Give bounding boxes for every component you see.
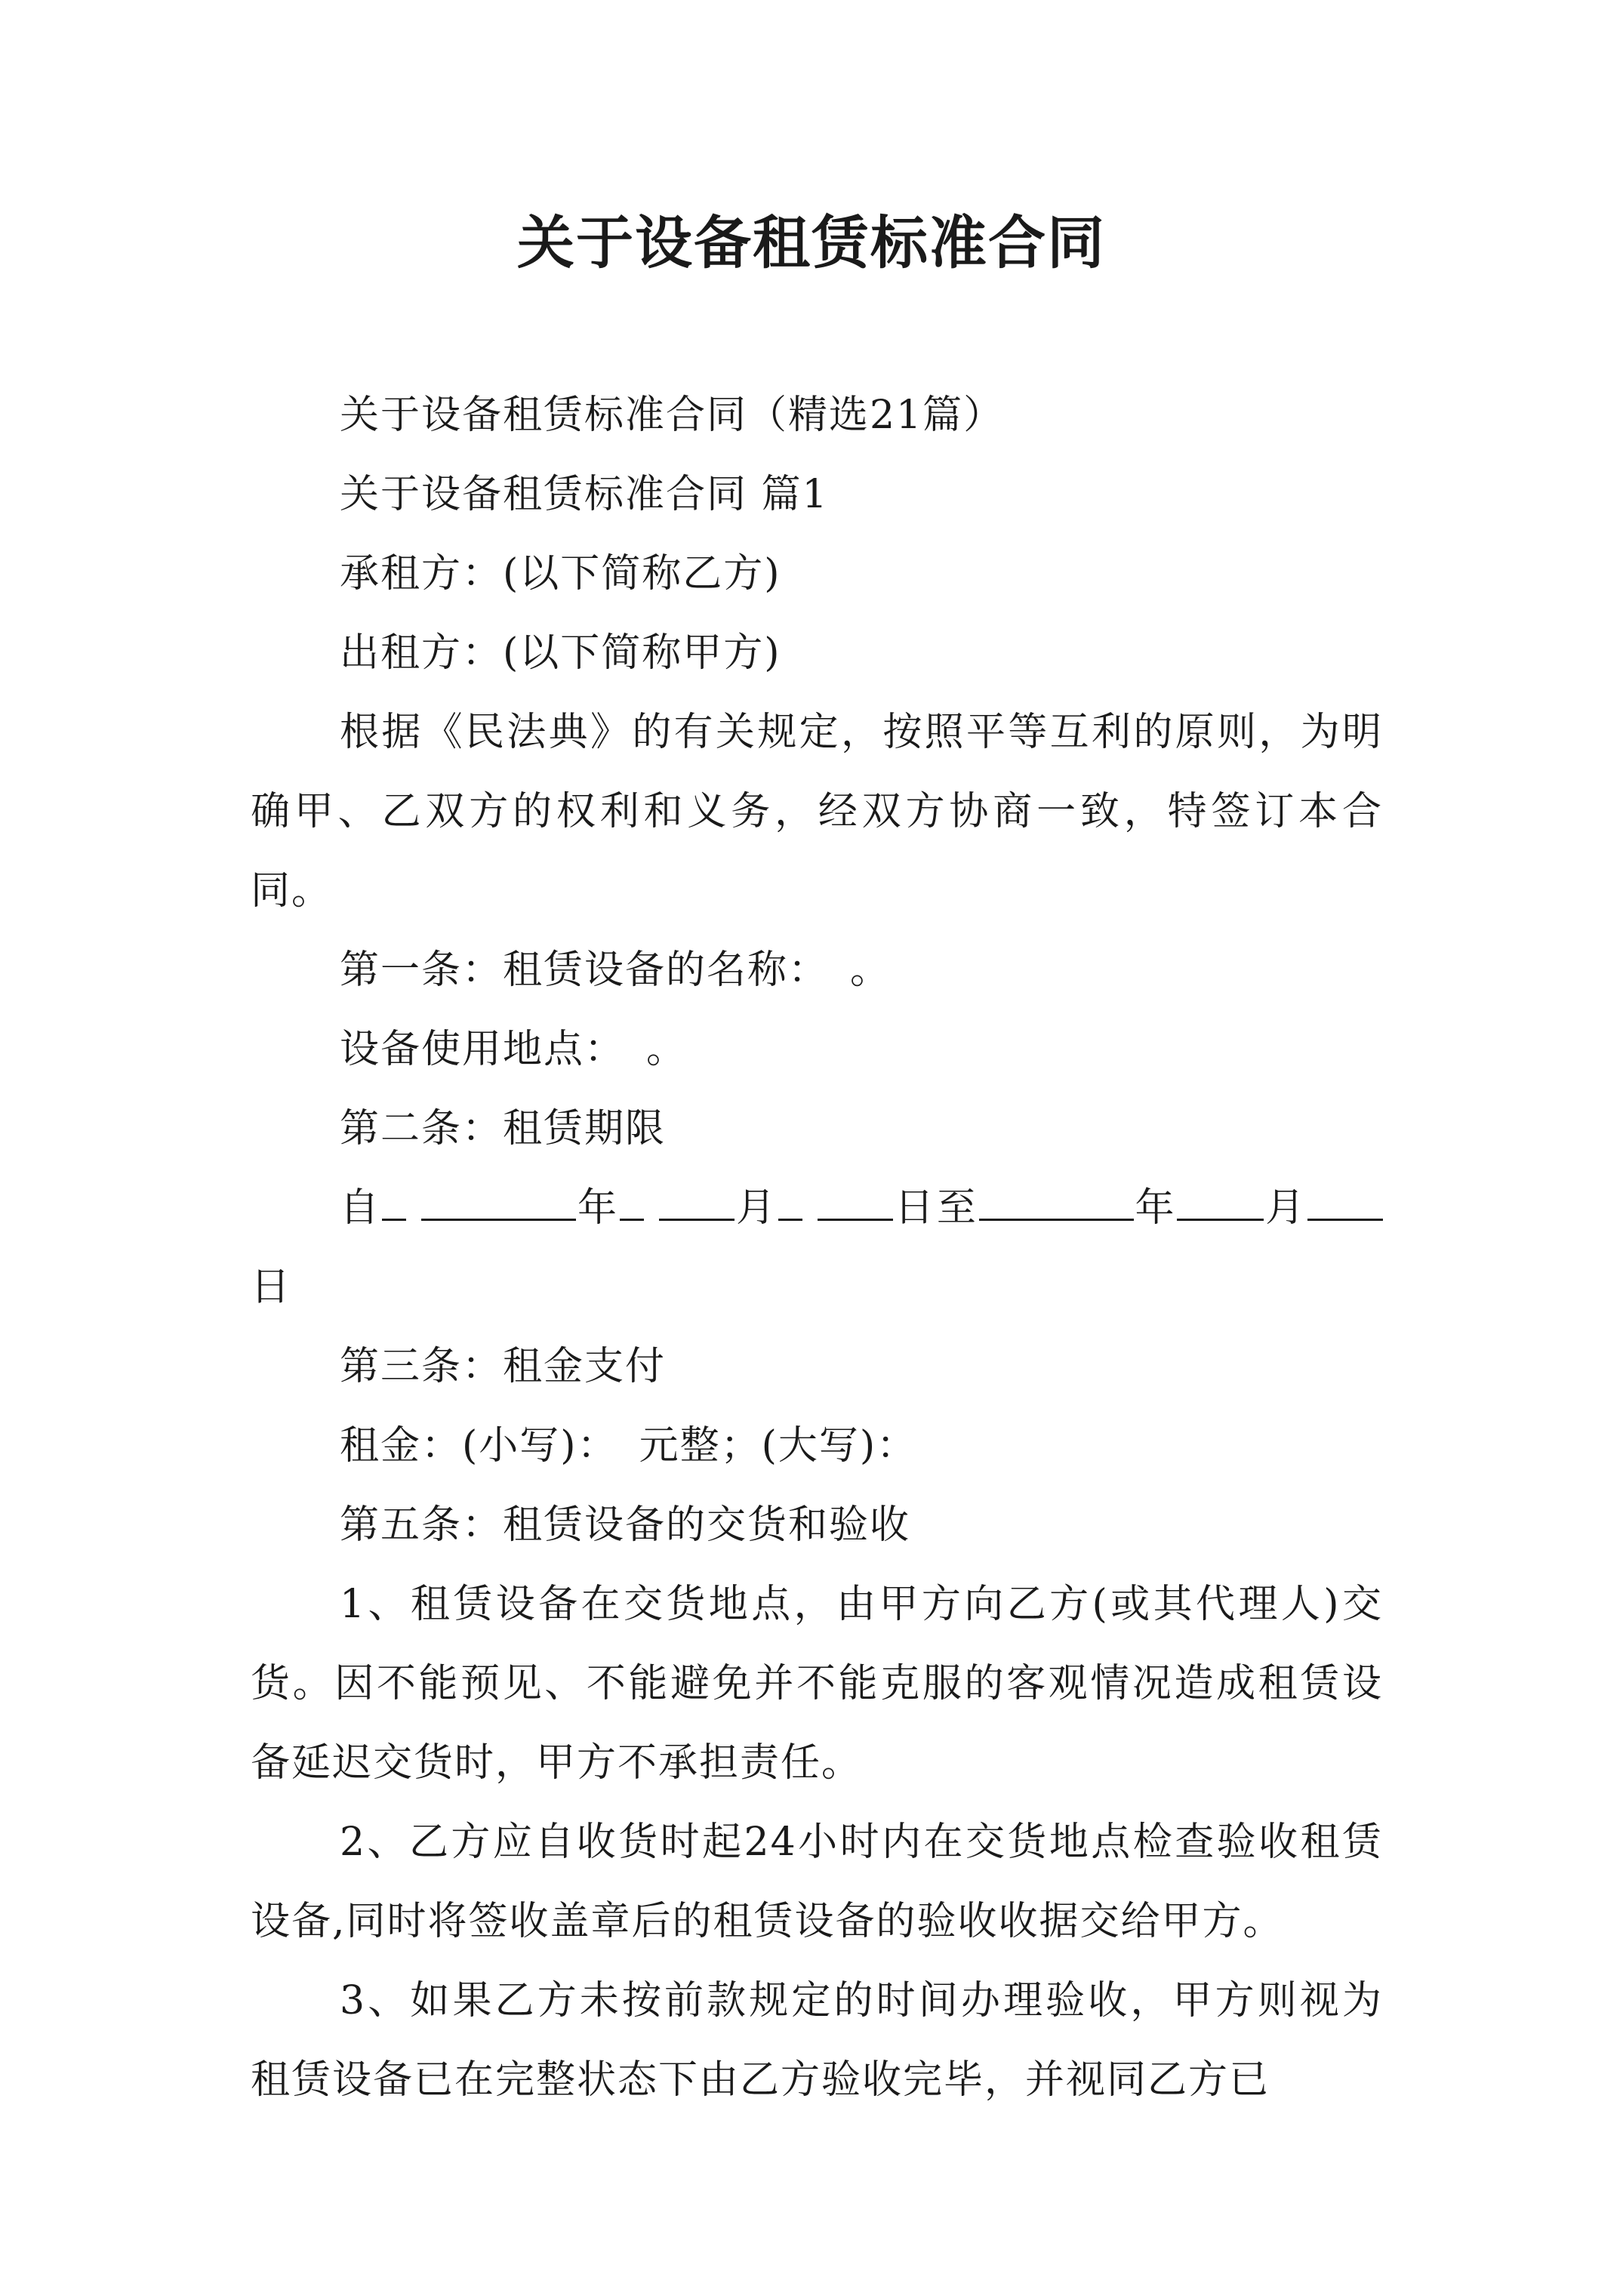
paragraph-location: 设备使用地点： 。 <box>340 1027 688 1072</box>
paragraph-clause-3: 3、如果乙方未按前款规定的时间办理验收，甲方则视为租赁设备已在完整状态下由乙方验收完毕，并视同乙方已 <box>251 1978 1383 2103</box>
term-day-to-label: 日至 <box>893 1185 979 1231</box>
paragraph-article-1: 第一条：租赁设备的名称： 。 <box>340 948 892 993</box>
term-year-label: 年 <box>576 1185 620 1231</box>
paragraph-section-heading: 关于设备租赁标准合同 篇1 <box>340 472 829 517</box>
blank-line <box>1177 1182 1264 1221</box>
term-end-year-label: 年 <box>1133 1185 1178 1231</box>
paragraph-lessor: 出租方：(以下简称甲方) <box>340 630 781 676</box>
paragraph-clause-2: 2、乙方应自收货时起24小时内在交货地点检查验收租赁设备,同时将签收盖章后的租赁设备的验收收据交给甲方。 <box>251 1820 1383 1944</box>
term-end-day-label: 日 <box>251 1265 292 1310</box>
paragraph-article-5: 第五条：租赁设备的交货和验收 <box>340 1502 911 1548</box>
blank-line <box>659 1182 735 1221</box>
blank-line <box>979 1182 1134 1221</box>
paragraph-rent: 租金：(小写)： 元整；(大写)： <box>340 1423 918 1469</box>
paragraph-lessee: 承租方：(以下简称乙方) <box>340 551 781 596</box>
term-month-label: 月 <box>735 1185 778 1231</box>
blank-line <box>382 1182 406 1221</box>
blank-line <box>421 1182 576 1221</box>
blank-line <box>1307 1182 1383 1221</box>
paragraph-subtitle: 关于设备租赁标准合同（精选21篇） <box>340 393 1005 438</box>
paragraph-article-2: 第二条：租赁期限 <box>340 1106 667 1151</box>
paragraph-clause-1: 1、租赁设备在交货地点，由甲方向乙方(或其代理人)交货。因不能预见、不能避免并不能克服的客观情况造成租赁设备延迟交货时，甲方不承担责任。 <box>251 1582 1383 1786</box>
document-body <box>251 376 1383 2120</box>
paragraph-preamble: 根据《民法典》的有关规定，按照平等互利的原则，为明确甲、乙双方的权利和义务，经双方协商一致，特签订本合同。 <box>251 710 1383 914</box>
paragraph-article-3: 第三条：租金支付 <box>340 1344 667 1389</box>
document-title: 关于设备租赁标准合同 <box>517 209 1106 276</box>
blank-line <box>620 1182 644 1221</box>
term-from-label: 自 <box>340 1185 382 1231</box>
paragraph-lease-term <box>251 1169 1383 1327</box>
term-end-month-label: 月 <box>1264 1185 1307 1231</box>
blank-line <box>778 1182 802 1221</box>
blank-line <box>818 1182 893 1221</box>
